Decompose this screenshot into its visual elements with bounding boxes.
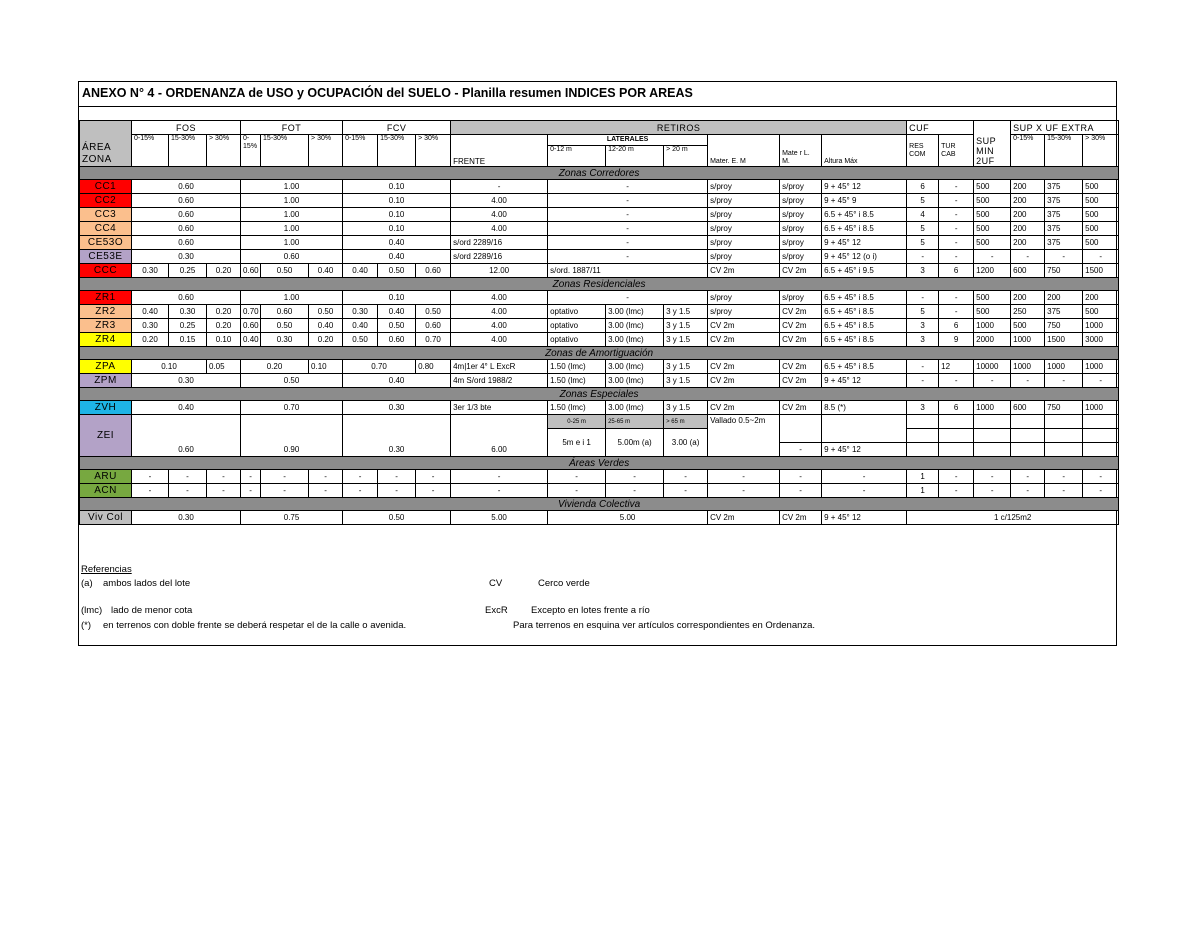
table-row: CC1 0.60 1.00 0.10 - - s/proy s/proy 9 + 45° 12 6 - 500 200 375 500 (80, 180, 1119, 194)
zona-header: ÁREA ZONA (80, 121, 132, 167)
section-vivienda: Vivienda Colectiva (80, 498, 1119, 511)
laterales-header: LATERALES (548, 135, 708, 146)
table-row: CC4 0.60 1.00 0.10 4.00 - s/proy s/proy 6.5 + 45° i 8.5 5 - 500 200 375 500 (80, 222, 1119, 236)
table-row: ACN - - - - - - - - - - - - - - - - 1 - - - - - (80, 484, 1119, 498)
table-row: ZEI 0.60 0.90 0.30 6.00 0-25 m 25-65 m > 65 m Vallado 0.5~2m (80, 415, 1119, 429)
table-row: CE53O 0.60 1.00 0.40 s/ord 2289/16 - s/proy s/proy 9 + 45° 12 5 - 500 200 375 500 (80, 236, 1119, 250)
fot-header: FOT (241, 121, 343, 135)
table-row: CE53E 0.30 0.60 0.40 s/ord 2289/16 - s/proy s/proy 9 + 45° 12 (o i) - - - - - - (80, 250, 1119, 264)
table-row: ZR3 0.30 0.25 0.20 0.60 0.50 0.40 0.40 0.50 0.60 4.00 optativo 3.00 (lmc) 3 y 1.5 CV 2m CV 2m 6.5 + 45° i 8.5 3 6 1000 500 750 1000 (80, 319, 1119, 333)
table-row: ZR4 0.20 0.15 0.10 0.40 0.30 0.20 0.50 0.60 0.70 4.00 optativo 3.00 (lmc) 3 y 1.5 CV 2m CV 2m 6.5 + 45° i 8.5 3 9 2000 1000 1500 3000 (80, 333, 1119, 347)
table-row: CCC 0.30 0.25 0.20 0.60 0.50 0.40 0.40 0.50 0.60 12.00 s/ord. 1887/11 CV 2m CV 2m 6.5 + 45° i 9.5 3 6 1200 600 750 1500 (80, 264, 1119, 278)
section-verdes: Áreas Verdes (80, 457, 1119, 470)
cuf-header: CUF (907, 121, 974, 135)
section-residenciales: Zonas Residenciales (80, 278, 1119, 291)
header-row-laterales: 0-15% 15-30% > 30% 0-15% 15-30% > 30% 0-15% 15-30% > 30% FRENTE LATERALES Mater. E. M Mate r L. M. Altura Máx RES COM TUR CAB 0-15% 15-30% > 30% (80, 135, 1119, 146)
page-title: ANEXO N° 4 - ORDENANZA de USO y OCUPACIÓN del SUELO - Planilla resumen INDICES POR AREAS (79, 82, 1116, 107)
table-row: ZPA 0.10 0.05 0.20 0.10 0.70 0.80 4m|1er 4° L ExcR 1.50 (lmc) 3.00 (lmc) 3 y 1.5 CV 2m CV 2m 6.5 + 45° i 8.5 - 12 10000 1000 1000 1000 (80, 360, 1119, 374)
res-com-header: RES COM (907, 135, 939, 167)
section-especiales: Zonas Especiales (80, 388, 1119, 401)
altura-header: Altura Máx (822, 135, 907, 167)
table-row: CC3 0.60 1.00 0.10 4.00 - s/proy s/proy 6.5 + 45° i 8.5 4 - 500 200 375 500 (80, 208, 1119, 222)
sup-min-header: SUP MIN 2UF (974, 121, 1011, 167)
summary-sheet: ANEXO N° 4 - ORDENANZA de USO y OCUPACIÓN del SUELO - Planilla resumen INDICES POR AREAS ÁREA ZONA FOS FOT FCV RETIROS CUF SUP MIN 2UF SUP X UF EXTRA 0-15% 15-30% > 30% 0-15% 15-30% > 30% 0-15% 15-30% > 30% FRENTE LATERALES Mater. E. M Mate r L. M. Altura Máx RES COM TUR CAB 0-15% 15-30% > 30% 0-12 m 12-20 m > 20 m Zonas Corredores CC1 0.60 1.00 0.10 - - s/proy s/proy 9 + 45° 12 6 - 500 200 375 500 CC2 0.60 1.00 0.10 4.00 - s/proy s/proy 9 + 45° 9 5 - 500 200 375 500 CC3 0.60 1.00 0.10 4.00 - s/proy s/proy 6.5 + 45° i 8.5 4 - 500 200 375 500 CC4 0.60 1.00 0.10 4.00 - s/proy s/proy 6.5 + 45° i 8.5 5 - 500 200 375 500 CE53O 0.60 1.00 0.40 s/ord 2289/16 - s/proy s/proy 9 + 45° 12 5 - 500 200 375 500 CE53E 0.30 0.60 0.40 s/ord 2289/16 - s/proy s/proy 9 + 45° 12 (o i) - - - - - - CCC 0.30 0.25 0.20 0.60 0.50 0.40 0.40 0.50 0.60 12.00 s/ord. 1887/11 CV 2m CV 2m 6.5 + 45° i 9.5 3 6 1200 600 750 1500 Zonas Residenciales ZR1 0.60 1.00 0.10 4.00 - s/proy s/proy 6.5 + 45° i 8.5 - - 500 200 200 200 ZR2 0.40 0.30 0.20 0.70 0.60 0.50 0.30 0.40 0.50 4.00 optativo 3.00 (lmc) 3 y 1.5 s/proy CV 2m 6.5 + 45° i 8.5 5 - 500 250 375 500 ZR3 0.30 0.25 0.20 0.60 0.50 0.40 0.40 0.50 0.60 4.00 optativo 3.00 (lmc) 3 y 1.5 CV 2m CV 2m 6.5 + 45° i 8.5 3 6 1000 500 750 1000 ZR4 0.20 0.15 0.10 0.40 0.30 0.20 0.50 0.60 0.70 4.00 optativo 3.00 (lmc) 3 y 1.5 CV 2m CV 2m 6.5 + 45° i 8.5 3 9 2000 1000 1500 3000 Zonas de Amortiguación ZPA 0.10 0.05 0.20 0.10 0.70 0.80 4m|1er 4° L ExcR 1.50 (lmc) 3.00 (lmc) 3 y 1.5 CV 2m CV 2m 6.5 + 45° i 8.5 - 12 10000 1000 1000 1000 ZPM 0.30 0.50 0.40 4m S/ord 1988/2 1.50 (lmc) 3.00 (lmc) 3 y 1.5 CV 2m CV 2m 9 + 45° 12 - - - - - - Zonas Especiales ZVH 0.40 0.70 0.30 3er 1/3 bte 1.50 (lmc) 3.00 (lmc) 3 y 1.5 CV 2m CV 2m 8.5 (*) 3 6 1000 600 750 1000 ZEI 0.60 0.90 0.30 6.00 0-25 m 25-65 m > 65 m Vallado 0.5~2m 5m e i 1 5.00m (a) 3.00 (a) - 9 + 45° 12 Áreas Verdes ARU - - - - - - - - - - - - - - - - 1 - - - - - ACN - - - - - - - - - - - - - - - - 1 - - - - - Vivienda Colectiva Viv Col 0.30 0.75 0.50 5.00 5.00 CV 2m CV 2m 9 + 45° 12 1 c/125m2 Referencias (a) ambos lados del lote CV Cerco verde (lmc) lado de menor cota ExcR Excepto en lotes frente a río (*) en terrenos con doble frente se deberá respetar el de la calle o avenida. Para terrenos en esquina ver artículos correspondientes en Ordenanza. (78, 81, 1117, 646)
table-row: Viv Col 0.30 0.75 0.50 5.00 5.00 CV 2m CV 2m 9 + 45° 12 1 c/125m2 (80, 511, 1119, 525)
table-row: ZVH 0.40 0.70 0.30 3er 1/3 bte 1.50 (lmc) 3.00 (lmc) 3 y 1.5 CV 2m CV 2m 8.5 (*) 3 6 1000 600 750 1000 (80, 401, 1119, 415)
fos-header: FOS (132, 121, 241, 135)
retiros-header: RETIROS (451, 121, 907, 135)
header-row-sub: 0-12 m 12-20 m > 20 m (80, 146, 1119, 167)
frente-header: FRENTE (451, 135, 548, 167)
table-row: ZR1 0.60 1.00 0.10 4.00 - s/proy s/proy 6.5 + 45° i 8.5 - - 500 200 200 200 (80, 291, 1119, 305)
sup-extra-header: SUP X UF EXTRA (1011, 121, 1119, 135)
header-row-groups (80, 121, 1119, 135)
section-amortiguacion: Zonas de Amortiguación (80, 347, 1119, 360)
table-row: CC2 0.60 1.00 0.10 4.00 - s/proy s/proy 9 + 45° 9 5 - 500 200 375 500 (80, 194, 1119, 208)
tur-cab-header: TUR CAB (939, 135, 974, 167)
fcv-header: FCV (343, 121, 451, 135)
section-corredores: Zonas Corredores (80, 167, 1119, 180)
mater-lm-header: Mate r L. M. (780, 135, 822, 167)
table-row: ARU - - - - - - - - - - - - - - - - 1 - - - - - (80, 470, 1119, 484)
table-row: ZR2 0.40 0.30 0.20 0.70 0.60 0.50 0.30 0.40 0.50 4.00 optativo 3.00 (lmc) 3 y 1.5 s/proy CV 2m 6.5 + 45° i 8.5 5 - 500 250 375 500 (80, 305, 1119, 319)
references-heading: Referencias (81, 564, 132, 575)
table-row: ZPM 0.30 0.50 0.40 4m S/ord 1988/2 1.50 (lmc) 3.00 (lmc) 3 y 1.5 CV 2m CV 2m 9 + 45° 12 - - - - - - (80, 374, 1119, 388)
indices-table: ÁREA ZONA FOS FOT FCV RETIROS CUF SUP MIN 2UF SUP X UF EXTRA 0-15% 15-30% > 30% 0-15% 15-30% > 30% 0-15% 15-30% > 30% FRENTE LATERALES Mater. E. M Mate r L. M. Altura Máx RES COM TUR CAB 0-15% 15-30% > 30% 0-12 m 12-20 m > 20 m Zonas Corredores CC1 0.60 1.00 0.10 - - s/proy s/proy 9 + 45° 12 6 - 500 200 375 500 CC2 0.60 1.00 0.10 4.00 - s/proy s/proy 9 + 45° 9 5 - 500 200 375 500 CC3 0.60 1.00 0.10 4.00 - s/proy s/proy 6.5 + 45° i 8.5 4 - 500 200 375 500 CC4 0.60 1.00 0.10 4.00 - s/proy s/proy 6.5 + 45° i 8.5 5 - 500 200 375 500 CE53O 0.60 1.00 0.40 s/ord 2289/16 - s/proy s/proy 9 + 45° 12 5 - 500 200 375 500 CE53E 0.30 0.60 0.40 s/ord 2289/16 - s/proy s/proy 9 + 45° 12 (o i) - - - - - - CCC 0.30 0.25 0.20 0.60 0.50 0.40 0.40 0.50 0.60 12.00 s/ord. 1887/11 CV 2m CV 2m 6.5 + 45° i 9.5 3 6 1200 600 750 1500 Zonas Residenciales ZR1 0.60 1.00 0.10 4.00 - s/proy s/proy 6.5 + 45° i 8.5 - - 500 200 200 200 ZR2 0.40 0.30 0.20 0.70 0.60 0.50 0.30 0.40 0.50 4.00 optativo 3.00 (lmc) 3 y 1.5 s/proy CV 2m 6.5 + 45° i 8.5 5 - 500 250 375 500 ZR3 0.30 0.25 0.20 0.60 0.50 0.40 0.40 0.50 0.60 4.00 optativo 3.00 (lmc) 3 y 1.5 CV 2m CV 2m 6.5 + 45° i 8.5 3 6 1000 500 750 1000 ZR4 0.20 0.15 0.10 0.40 0.30 0.20 0.50 0.60 0.70 4.00 optativo 3.00 (lmc) 3 y 1.5 CV 2m CV 2m 6.5 + 45° i 8.5 3 9 2000 1000 1500 3000 Zonas de Amortiguación ZPA 0.10 0.05 0.20 0.10 0.70 0.80 4m|1er 4° L ExcR 1.50 (lmc) 3.00 (lmc) 3 y 1.5 CV 2m CV 2m 6.5 + 45° i 8.5 - 12 10000 1000 1000 1000 ZPM 0.30 0.50 0.40 4m S/ord 1988/2 1.50 (lmc) 3.00 (lmc) 3 y 1.5 CV 2m CV 2m 9 + 45° 12 - - - - - - Zonas Especiales ZVH 0.40 0.70 0.30 3er 1/3 bte 1.50 (lmc) 3.00 (lmc) 3 y 1.5 CV 2m CV 2m 8.5 (*) 3 6 1000 600 750 1000 ZEI 0.60 0.90 0.30 6.00 0-25 m 25-65 m > 65 m Vallado 0.5~2m 5m e i 1 5.00m (a) 3.00 (a) - 9 + 45° 12 Áreas Verdes ARU - - - - - - - - - - - - - - - - 1 - - - - - ACN - - - - - - - - - - - - - - - - 1 - - - - - Vivienda Colectiva Viv Col 0.30 0.75 0.50 5.00 5.00 CV 2m CV 2m 9 + 45° 12 1 c/125m2 (79, 120, 1119, 525)
mater-em-header: Mater. E. M (708, 135, 780, 167)
